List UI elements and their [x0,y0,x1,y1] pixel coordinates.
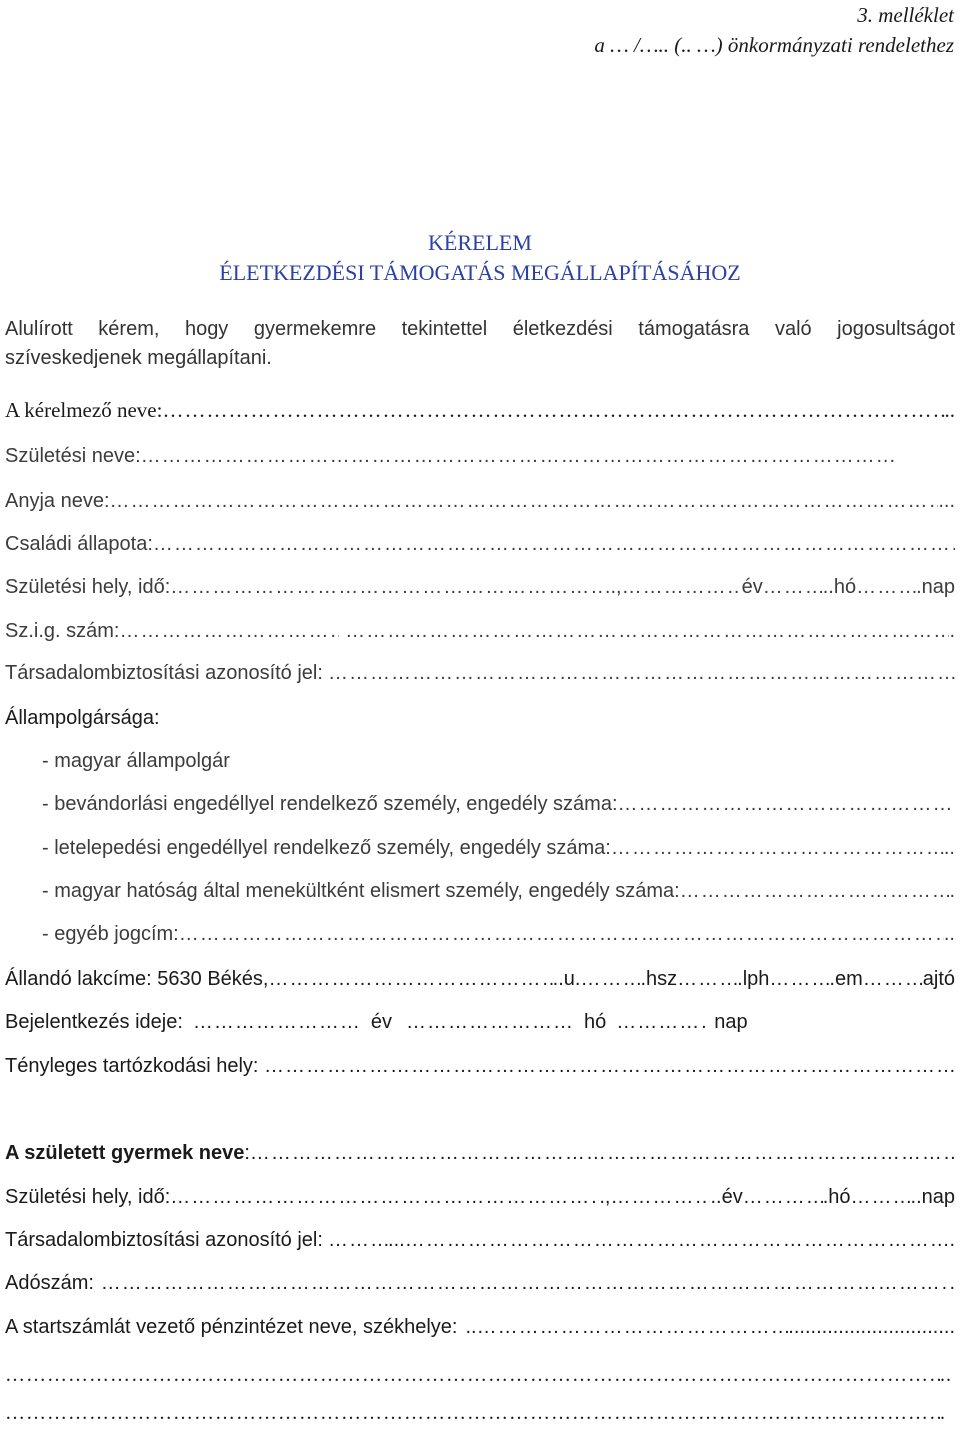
bank-mid: .. [465,1316,477,1338]
bank-tail: .............................. [788,1316,955,1338]
appendix-regulation: a … /….. (.. …) önkormányzati rendelethez [594,33,954,57]
title-line-1: KÉRELEM [428,230,532,255]
citizenship-option-refugee[interactable] [42,880,955,912]
residence-field[interactable] [264,1055,955,1078]
registration-label: Bejelentkezés ideje: [5,1011,183,1033]
id-card-label: Sz.i.g. szám: [5,620,120,642]
bank-continuation-dots [5,1402,940,1425]
address-number-label: .hsz [640,968,678,990]
registration-month-field[interactable] [406,1011,576,1034]
taj-row [5,662,955,694]
birth-day-field[interactable] [856,576,916,599]
child-birth-sep: ., [599,1186,611,1208]
registration-day-field[interactable] [616,1011,706,1034]
birth-name-row [5,445,955,477]
birth-year-label: év [741,576,763,598]
refugee-permit-field[interactable] [680,880,950,903]
id-card-row [5,620,955,652]
marital-status-row [5,533,955,565]
tax-number-label: Adószám: [5,1272,94,1294]
id-card-field-2[interactable] [345,620,949,643]
id-card-end: . [949,620,955,642]
applicant-name-label: A kérelmező neve: [5,398,163,422]
bank-field[interactable] [477,1316,789,1339]
settlement-permit-end: .. [943,837,955,859]
mother-name-row [5,490,955,522]
bank-continuation-end: .. [940,1364,952,1386]
intro-line-1: Alulírott kérem, hogy gyermekemre tekintettel életkezdési támogatásra való jogosultságot [5,318,955,340]
other-title-field[interactable] [179,923,944,946]
applicant-name-field[interactable] [162,398,944,423]
child-name-colon: : [244,1142,250,1164]
settlement-permit-field[interactable] [611,837,944,860]
birth-place-label: Születési hely, idő: [5,576,171,598]
citizenship-option-other[interactable] [42,923,955,955]
birth-name-field[interactable] [141,445,890,468]
taj-field[interactable] [328,662,955,685]
citizenship-option-label: - magyar hatóság által menekültként elismert személy, engedély száma: [42,880,680,902]
registration-day-label: nap [714,1011,748,1033]
birth-name-end: . [889,445,895,467]
title-line-2: ÉLETKEZDÉSI TÁMOGATÁS MEGÁLLAPÍTÁSÁHOZ [219,260,741,285]
other-title-end: .. [943,923,955,945]
bank-continuation-line-2[interactable] [5,1402,955,1430]
address-row [5,968,955,1000]
child-birth-day-field[interactable] [851,1186,911,1209]
tax-number-field[interactable] [101,1272,950,1295]
marital-status-field[interactable] [153,533,955,556]
applicant-name-end: .. [944,398,955,422]
address-street-field[interactable] [269,968,553,991]
document-title [0,228,960,288]
child-birth-month-label: .hó [822,1186,851,1208]
child-birth-row [5,1186,955,1218]
child-taj-end: . [949,1229,955,1251]
child-taj-field-1[interactable] [328,1229,388,1252]
immigration-permit-field[interactable] [618,793,955,816]
address-number-field[interactable] [580,968,640,991]
registration-row [5,1011,955,1043]
registration-year-label: év [370,1011,393,1033]
bank-continuation-end: . [940,1402,946,1424]
bank-label: A startszámlát vezető pénzintézet neve, székhelye: [5,1316,458,1338]
child-birth-year-label: ..év [710,1186,743,1208]
birth-name-label: Születési neve: [5,445,141,467]
intro-paragraph [5,315,955,373]
residence-row [5,1055,955,1087]
address-building-label: .lph [737,968,770,990]
residence-label: Tényleges tartózkodási hely: [5,1055,259,1077]
child-name-field[interactable] [250,1142,955,1165]
bank-continuation-line-1[interactable] [5,1364,955,1392]
citizenship-option-label: - letelepedési engedéllyel rendelkező személy, engedély száma: [42,837,611,859]
child-birth-day-label: ..nap [910,1186,955,1208]
refugee-permit-end: . [949,880,955,902]
citizenship-option-label: - magyar állampolgár [42,750,230,772]
citizenship-label: Állampolgársága: [5,707,160,729]
citizenship-row [5,707,955,739]
address-building-field[interactable] [677,968,737,991]
address-door-label: ajtó [922,968,955,990]
child-taj-label: Társadalombiztosítási azonosító jel: [5,1229,323,1251]
birth-month-field[interactable] [763,576,823,599]
citizenship-option-settlement[interactable] [42,837,955,869]
bank-row [5,1316,955,1348]
address-floor-label: .em [829,968,863,990]
birth-place-field[interactable] [170,576,605,599]
intro-line-2: szíveskedjenek megállapítani. [5,347,272,369]
marital-status-label: Családi állapota: [5,533,153,555]
mother-name-field[interactable] [110,490,939,513]
address-floor-field[interactable] [769,968,829,991]
child-name-label: A született gyermek neve [5,1142,245,1164]
citizenship-option-immigration[interactable] [42,793,955,825]
child-birth-year-field[interactable] [610,1186,710,1209]
appendix-header [594,0,954,60]
birth-year-field[interactable] [622,576,742,599]
address-door-field[interactable] [863,968,923,991]
address-label: Állandó lakcíme: 5630 Békés, [5,968,269,990]
child-taj-mid: ... [388,1229,405,1251]
child-name-row [5,1142,955,1174]
mother-name-end: ... [938,490,955,512]
mother-name-label: Anyja neve: [5,490,110,512]
birth-month-label: ..hó [822,576,857,598]
child-taj-row [5,1229,955,1261]
child-birth-place-field[interactable] [170,1186,599,1209]
birth-place-row [5,576,955,608]
appendix-number: 3. melléklet [857,3,954,27]
bank-continuation-dots [5,1364,940,1387]
child-taj-field-2[interactable] [405,1229,950,1252]
taj-label: Társadalombiztosítási azonosító jel: [5,662,323,684]
citizenship-option-label: - bevándorlási engedéllyel rendelkező személy, engedély száma: [42,793,618,815]
applicant-name-row [5,398,955,430]
tax-number-end: . [949,1272,955,1294]
citizenship-option-hungarian[interactable] [42,750,955,782]
registration-month-label: hó [584,1011,607,1033]
birth-place-sep: .., [604,576,622,598]
child-birth-month-field[interactable] [743,1186,823,1209]
id-card-field-1[interactable] [119,620,339,643]
registration-year-field[interactable] [193,1011,363,1034]
child-birth-label: Születési hely, idő: [5,1186,171,1208]
birth-day-label: .nap [916,576,955,598]
address-street-label: ..u. [552,968,581,990]
tax-number-row [5,1272,955,1304]
citizenship-option-label: - egyéb jogcím: [42,923,179,945]
